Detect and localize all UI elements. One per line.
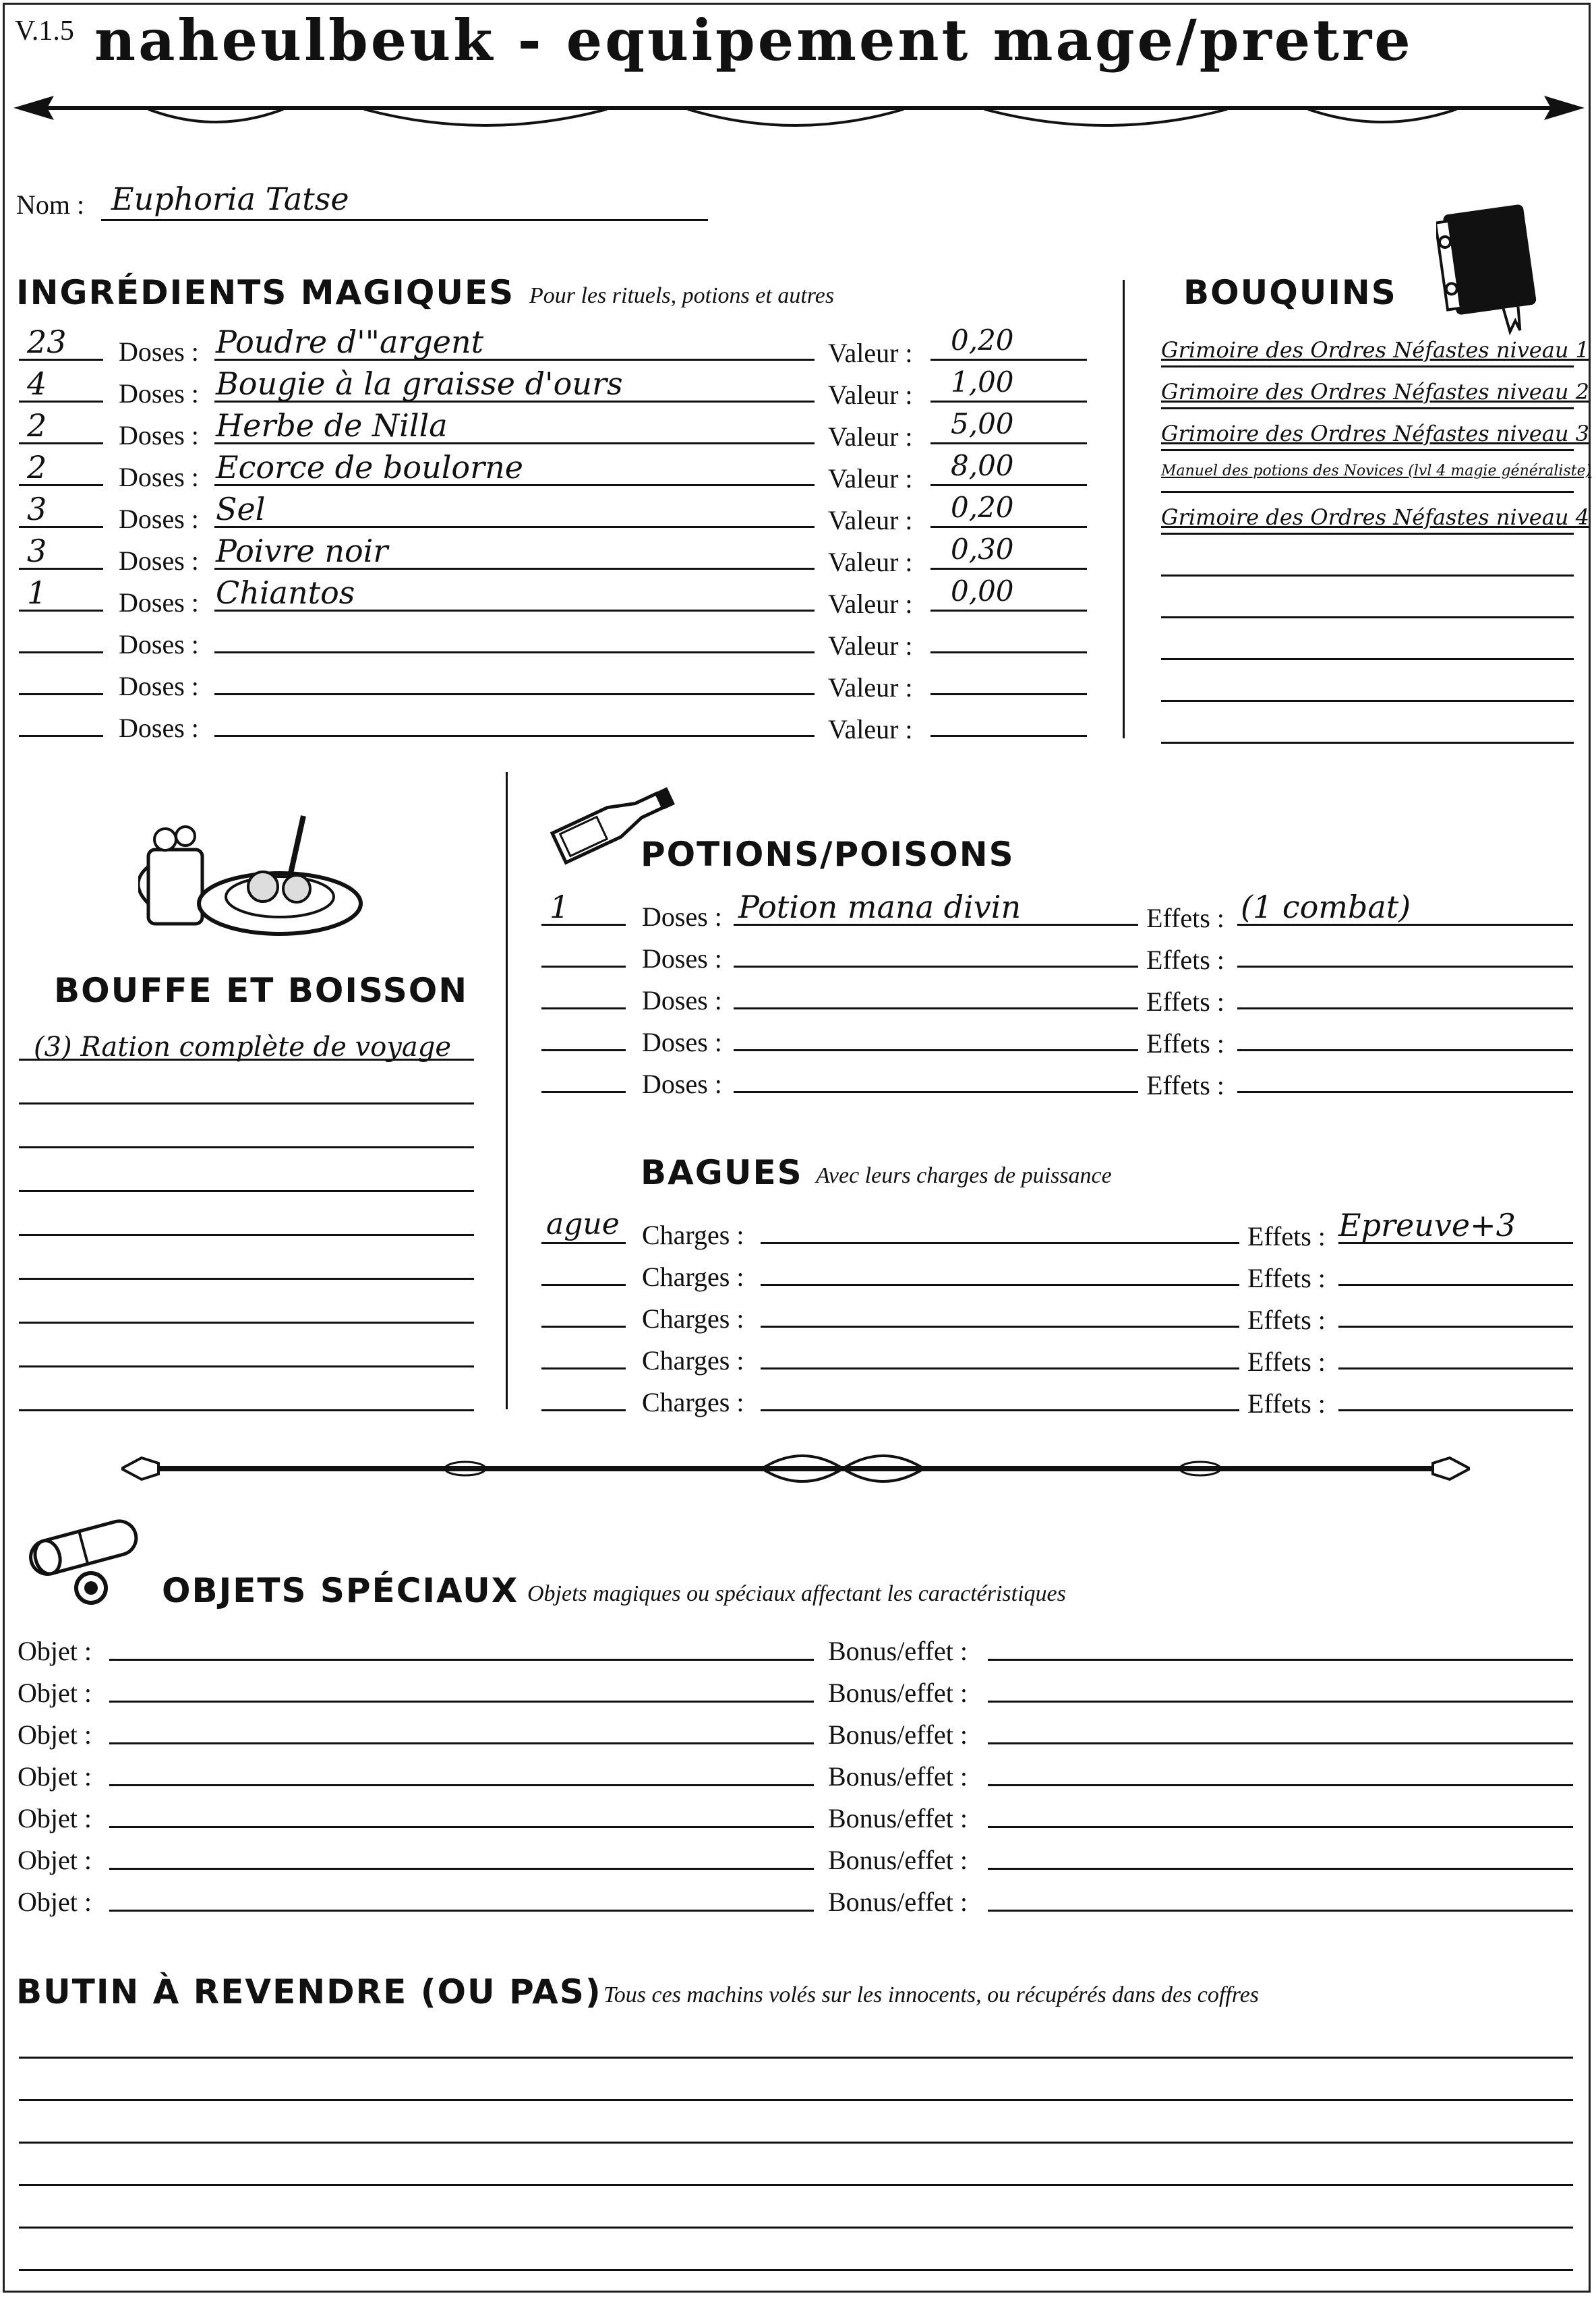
ingredient-value-label: Valeur : <box>828 421 913 452</box>
name-label: Nom : <box>16 189 85 220</box>
ring-charges-label: Charges : <box>642 1262 744 1292</box>
potion-effects-label: Effets : <box>1146 945 1224 975</box>
potion-effect[interactable]: (1 combat) <box>1241 889 1411 925</box>
ingredient-value[interactable]: 0,20 <box>951 324 1014 357</box>
loot-line[interactable] <box>19 2099 1573 2101</box>
bonus-label: Bonus/effet : <box>828 1845 968 1875</box>
ingredient-name-line <box>214 693 815 695</box>
potion-qty-line <box>541 1091 626 1093</box>
loot-line[interactable] <box>19 2142 1573 2144</box>
object-label: Objet : <box>18 1761 92 1792</box>
object-input-line[interactable] <box>109 1868 814 1870</box>
bonus-label: Bonus/effet : <box>828 1678 968 1708</box>
ingredient-value-line <box>930 693 1087 695</box>
potion-doses-label: Doses : <box>642 902 722 932</box>
book-icon <box>1436 196 1544 337</box>
page-title: naheulbeuk - equipement mage/pretre <box>94 7 1413 73</box>
potion-doses-label: Doses : <box>642 943 722 974</box>
food-heading: BOUFFE ET BOISSON <box>54 971 469 1010</box>
ingredient-value-line <box>930 401 1087 403</box>
potion-qty-line <box>541 1007 626 1009</box>
food-line <box>19 1102 474 1104</box>
ingredient-value-line <box>930 442 1087 444</box>
ring-qty-line <box>541 1242 626 1244</box>
ingredient-value[interactable]: 8,00 <box>951 449 1014 482</box>
ring-qty-line <box>541 1409 626 1411</box>
bonus-input-line[interactable] <box>988 1742 1573 1744</box>
ring-charges-label: Charges : <box>642 1303 744 1334</box>
book-line <box>1161 700 1574 702</box>
object-input-line[interactable] <box>109 1742 814 1744</box>
ring-qty[interactable]: ague <box>546 1207 620 1241</box>
bonus-input-line[interactable] <box>988 1659 1573 1661</box>
ingredient-name-line <box>214 526 815 528</box>
object-label: Objet : <box>18 1845 92 1875</box>
ingredient-value-label: Valeur : <box>828 589 913 619</box>
version-label: V.1.5 <box>15 16 74 47</box>
ingredient-value-line <box>930 568 1087 570</box>
food-line <box>19 1234 474 1236</box>
books-heading: BOUQUINS <box>1183 273 1397 312</box>
ingredient-doses-label: Doses : <box>119 546 199 576</box>
potion-qty-line <box>541 966 626 968</box>
ingredient-value[interactable]: 0,20 <box>951 491 1014 524</box>
ring-charges-line <box>761 1367 1239 1369</box>
ingredient-value-line <box>930 526 1087 528</box>
ingredient-value-line <box>930 651 1087 653</box>
ingredient-qty[interactable]: 2 <box>27 407 47 444</box>
ring-effects-label: Effets : <box>1247 1347 1326 1377</box>
bonus-label: Bonus/effet : <box>828 1887 968 1917</box>
food-item[interactable]: (3) Ration complète de voyage <box>34 1032 452 1063</box>
object-label: Objet : <box>18 1719 92 1750</box>
ingredient-value-label: Valeur : <box>828 505 913 535</box>
ingredient-value-label: Valeur : <box>828 547 913 577</box>
ring-qty-line <box>541 1326 626 1328</box>
book-line <box>1161 658 1574 660</box>
ingredient-qty[interactable]: 3 <box>27 491 47 527</box>
ingredient-name[interactable]: Poivre noir <box>216 533 388 569</box>
ring-charges-line <box>761 1326 1239 1328</box>
ring-charges-line <box>761 1409 1239 1411</box>
book-line <box>1161 365 1574 367</box>
potion-effects-label: Effets : <box>1146 986 1224 1017</box>
ingredient-value-line <box>930 610 1087 612</box>
ingredient-doses-label: Doses : <box>119 629 199 659</box>
ingredient-name-line <box>214 735 815 737</box>
book-line <box>1161 742 1574 744</box>
loot-subheading: Tous ces machins volés sur les innocents, ou récupérés dans des coffres <box>603 1982 1260 2007</box>
ingredient-value-label: Valeur : <box>828 463 913 494</box>
potion-effects-label: Effets : <box>1146 903 1224 933</box>
book-item[interactable]: Grimoire des Ordres Néfastes niveau 4 <box>1161 504 1589 530</box>
ring-charges-line <box>761 1284 1239 1286</box>
object-input-line[interactable] <box>109 1784 814 1786</box>
object-input-line[interactable] <box>109 1826 814 1828</box>
ingredient-name[interactable]: Chiantos <box>216 574 355 611</box>
ring-effects-label: Effets : <box>1247 1263 1326 1293</box>
food-line <box>19 1365 474 1367</box>
ingredient-name[interactable]: Ecorce de boulorne <box>216 449 523 485</box>
potion-effects-label: Effets : <box>1146 1028 1224 1059</box>
scroll-ring-icon <box>17 1510 158 1612</box>
ring-effect-line <box>1338 1326 1573 1328</box>
ingredient-value[interactable]: 0,00 <box>951 574 1014 608</box>
potion-name-line <box>734 1049 1138 1051</box>
object-input-line[interactable] <box>109 1910 814 1912</box>
object-label: Objet : <box>18 1803 92 1833</box>
loot-line[interactable] <box>19 2057 1573 2059</box>
ingredient-value[interactable]: 5,00 <box>951 407 1014 440</box>
ingredient-qty[interactable]: 2 <box>27 449 47 485</box>
potion-name[interactable]: Potion mana divin <box>738 889 1022 925</box>
bonus-label: Bonus/effet : <box>828 1719 968 1750</box>
ring-effect-line <box>1338 1409 1573 1411</box>
ingredient-name-line <box>214 651 815 653</box>
potion-effect-line <box>1237 1091 1573 1093</box>
potion-doses-label: Doses : <box>642 1069 722 1099</box>
ingredient-value-line <box>930 359 1087 361</box>
ring-qty-line <box>541 1367 626 1369</box>
book-item[interactable]: Grimoire des Ordres Néfastes niveau 3 <box>1161 421 1589 446</box>
ingredient-doses-label: Doses : <box>119 462 199 492</box>
ingredient-value-label: Valeur : <box>828 714 913 744</box>
object-input-line[interactable] <box>109 1701 814 1703</box>
ingredient-value-label: Valeur : <box>828 672 913 703</box>
book-item[interactable]: Manuel des potions des Novices (lvl 4 magie généraliste) <box>1161 463 1592 479</box>
ingredient-qty[interactable]: 1 <box>27 574 47 611</box>
ingredient-value-line <box>930 735 1087 737</box>
ingredient-value-line <box>930 484 1087 486</box>
potion-doses-label: Doses : <box>642 985 722 1015</box>
book-line <box>1161 407 1574 409</box>
ring-effect-line <box>1338 1284 1573 1286</box>
ingredient-name[interactable]: Sel <box>216 491 266 527</box>
bonus-label: Bonus/effet : <box>828 1803 968 1833</box>
ring-effects-label: Effets : <box>1247 1388 1326 1419</box>
special-heading: OBJETS SPÉCIAUX <box>162 1571 519 1610</box>
ingredient-value-label: Valeur : <box>828 338 913 368</box>
potion-doses-label: Doses : <box>642 1027 722 1057</box>
bonus-input-line[interactable] <box>988 1910 1573 1912</box>
ingredient-doses-label: Doses : <box>119 378 199 409</box>
ingredient-value-label: Valeur : <box>828 380 913 410</box>
ring-qty-line <box>541 1284 626 1286</box>
bonus-input-line[interactable] <box>988 1784 1573 1786</box>
potion-effect-line <box>1237 1007 1573 1009</box>
loot-line[interactable] <box>19 2184 1573 2186</box>
ingredient-qty-line <box>19 651 103 653</box>
bonus-input-line[interactable] <box>988 1701 1573 1703</box>
potion-name-line <box>734 1007 1138 1009</box>
food-line <box>19 1190 474 1192</box>
ingredient-value[interactable]: 0,30 <box>951 533 1014 566</box>
object-label: Objet : <box>18 1887 92 1917</box>
book-item[interactable]: Grimoire des Ordres Néfastes niveau 1 <box>1161 337 1589 363</box>
bonus-input-line[interactable] <box>988 1868 1573 1870</box>
spear-divider-icon <box>13 88 1585 142</box>
ingredient-qty[interactable]: 4 <box>27 365 47 402</box>
ingredient-doses-label: Doses : <box>119 671 199 701</box>
loot-heading: BUTIN À REVENDRE (OU PAS) <box>16 1972 602 2011</box>
loot-line[interactable] <box>19 2269 1573 2271</box>
food-line <box>19 1278 474 1280</box>
bonus-label: Bonus/effet : <box>828 1761 968 1792</box>
ring-effect[interactable]: Epreuve+3 <box>1338 1207 1516 1243</box>
ingredient-doses-label: Doses : <box>119 587 199 618</box>
book-line <box>1161 616 1574 618</box>
ring-effects-label: Effets : <box>1247 1221 1326 1251</box>
ring-charges-label: Charges : <box>642 1220 744 1250</box>
ingredient-value[interactable]: 1,00 <box>951 365 1014 399</box>
book-line <box>1161 574 1574 577</box>
ring-effect-line <box>1338 1367 1573 1369</box>
object-input-line[interactable] <box>109 1659 814 1661</box>
ingredient-doses-label: Doses : <box>119 713 199 743</box>
ring-effects-label: Effets : <box>1247 1305 1326 1335</box>
book-item[interactable]: Grimoire des Ordres Néfastes niveau 2 <box>1161 379 1589 405</box>
ingredient-name[interactable]: Herbe de Nilla <box>216 407 448 444</box>
character-name-field[interactable]: Euphoria Tatse <box>111 181 349 217</box>
ingredient-doses-label: Doses : <box>119 420 199 450</box>
book-line <box>1161 491 1574 493</box>
ingredient-name[interactable]: Poudre d'"argent <box>216 324 484 360</box>
potion-name-line <box>734 1091 1138 1093</box>
bonus-label: Bonus/effet : <box>828 1636 968 1666</box>
ingredients-heading: INGRÉDIENTS MAGIQUES <box>16 273 515 312</box>
loot-line[interactable] <box>19 2227 1573 2229</box>
ring-charges-line <box>761 1242 1239 1244</box>
potion-effects-label: Effets : <box>1146 1070 1224 1100</box>
potion-name-line <box>734 966 1138 968</box>
ingredient-qty[interactable]: 3 <box>27 533 47 569</box>
food-line <box>19 1322 474 1324</box>
tavern-food-icon <box>138 802 367 944</box>
staff-divider-icon <box>121 1443 1470 1497</box>
food-line <box>19 1146 474 1148</box>
potions-heading: POTIONS/POISONS <box>641 835 1015 874</box>
rings-subheading: Avec leurs charges de puissance <box>816 1163 1112 1188</box>
ingredient-doses-label: Doses : <box>119 336 199 367</box>
potion-qty[interactable]: 1 <box>550 889 570 925</box>
ingredient-name[interactable]: Bougie à la graisse d'ours <box>216 365 623 402</box>
object-label: Objet : <box>18 1678 92 1708</box>
book-line <box>1161 533 1574 535</box>
rings-heading: BAGUES <box>641 1153 803 1192</box>
ingredient-doses-label: Doses : <box>119 504 199 534</box>
bonus-input-line[interactable] <box>988 1826 1573 1828</box>
potion-effect-line <box>1237 1049 1573 1051</box>
potion-effect-line <box>1237 966 1573 968</box>
ring-charges-label: Charges : <box>642 1345 744 1376</box>
potion-qty-line <box>541 1049 626 1051</box>
ingredient-qty-line <box>19 735 103 737</box>
ingredient-qty[interactable]: 23 <box>27 324 67 360</box>
ingredient-value-label: Valeur : <box>828 630 913 661</box>
ingredients-subheading: Pour les rituels, potions et autres <box>529 283 835 308</box>
special-subheading: Objets magiques ou spéciaux affectant les caractéristiques <box>527 1581 1066 1606</box>
food-line <box>19 1409 474 1411</box>
object-label: Objet : <box>18 1636 92 1666</box>
ingredient-qty-line <box>19 693 103 695</box>
book-line <box>1161 449 1574 451</box>
ring-charges-label: Charges : <box>642 1387 744 1417</box>
